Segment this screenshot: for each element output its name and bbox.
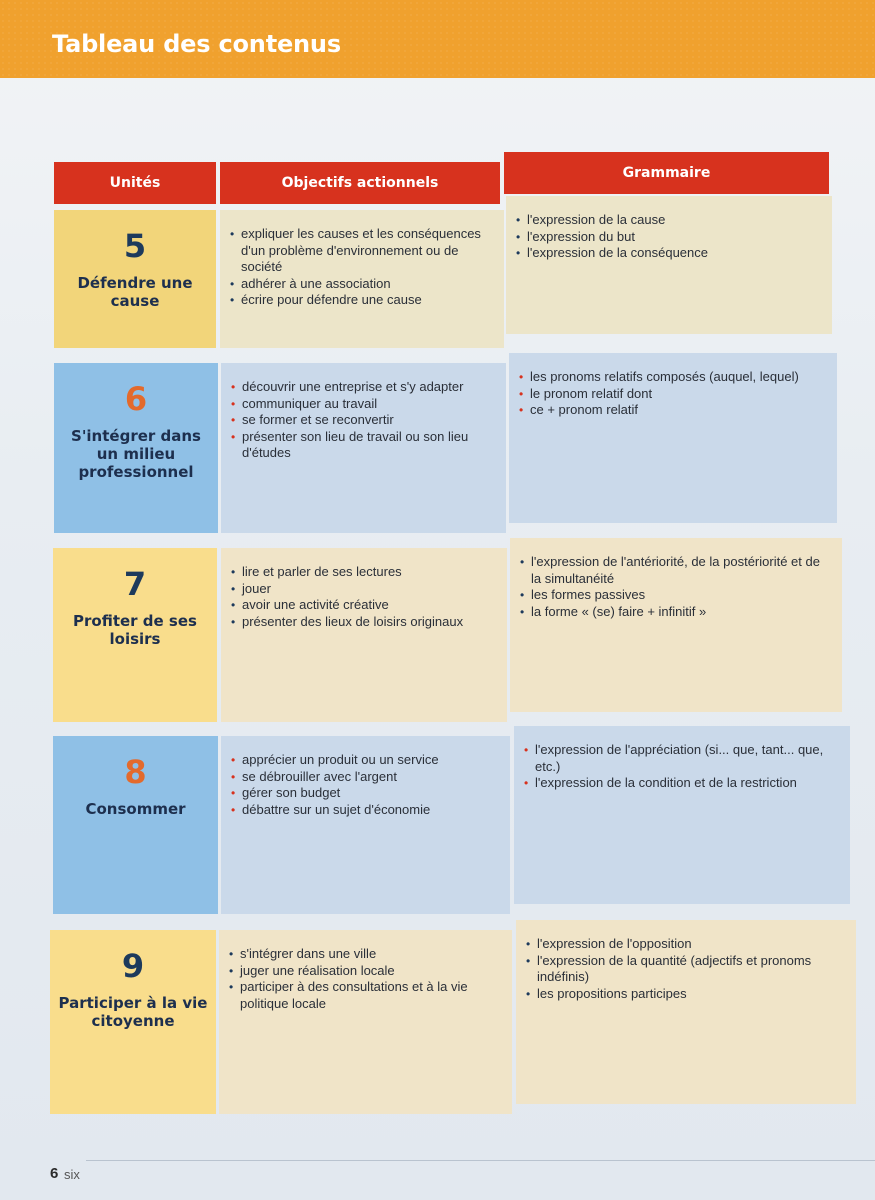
unit-title: S'intégrer dans un milieu professionnel — [71, 427, 201, 481]
objective-text: débattre sur un sujet d'économie — [242, 801, 431, 817]
objectives-list — [230, 226, 494, 309]
grammar-cell-unit-7 — [510, 538, 842, 712]
objectives-list — [231, 564, 497, 630]
grammar-text: ce + pronom relatif — [530, 402, 639, 417]
unit-box-7 — [53, 548, 217, 722]
objective-text: communiquer au travail — [242, 395, 378, 411]
bullet-icon: • — [520, 555, 525, 569]
objective-item — [231, 581, 497, 598]
objectives-list — [231, 379, 496, 462]
objective-item — [231, 614, 497, 631]
objective-item — [231, 752, 500, 769]
unit-box-9 — [50, 930, 216, 1114]
objective-item — [231, 597, 497, 614]
objective-text: juger une réalisation locale — [240, 962, 395, 978]
title-banner — [0, 0, 875, 78]
objective-item — [231, 785, 500, 802]
objective-text: se former et se reconvertir — [242, 412, 394, 427]
grammar-item — [524, 742, 840, 775]
unit-box-6 — [54, 363, 218, 533]
header-objectives: Objectifs actionnels — [220, 162, 500, 204]
bullet-icon: • — [231, 753, 236, 767]
bullet-icon: • — [519, 386, 524, 401]
grammar-cell-unit-8 — [514, 726, 850, 904]
grammar-list — [520, 554, 832, 620]
objective-item — [231, 802, 500, 819]
bullet-icon: • — [520, 588, 525, 602]
grammar-text: l'expression de la cause — [527, 212, 666, 227]
bullet-icon: • — [524, 776, 529, 790]
grammar-item — [524, 775, 840, 792]
bullet-icon: • — [526, 953, 531, 968]
grammar-item — [519, 402, 827, 419]
grammar-item — [526, 986, 846, 1003]
bullet-icon: • — [231, 786, 236, 800]
grammar-text: les pronoms relatifs composés (auquel, lequel) — [530, 369, 799, 384]
grammar-text: l'expression de la quantité (adjectifs et pronoms indéfinis) — [537, 952, 812, 984]
objective-text: présenter des lieux de loisirs originaux — [242, 613, 464, 629]
page-title: Tableau des contenus — [52, 30, 341, 58]
grammar-item — [520, 554, 832, 587]
unit-box-5 — [54, 210, 216, 348]
grammar-cell-unit-9 — [516, 920, 856, 1104]
grammar-text: le pronom relatif dont — [530, 385, 653, 401]
objectives-cell-unit-5 — [220, 210, 504, 348]
objectives-list — [229, 946, 502, 1012]
objectives-cell-unit-8 — [221, 736, 510, 914]
bullet-icon: • — [230, 293, 235, 307]
bullet-icon: • — [516, 213, 521, 227]
grammar-text: l'expression de la condition et de la restriction — [535, 775, 797, 790]
bullet-icon: • — [230, 276, 235, 291]
bullet-icon: • — [231, 429, 236, 444]
grammar-text: l'expression de l'opposition — [537, 936, 692, 951]
unit-title: Consommer — [85, 800, 186, 818]
objective-item — [231, 379, 496, 396]
objective-text: écrire pour défendre une cause — [241, 292, 422, 307]
objective-item — [231, 412, 496, 429]
bullet-icon: • — [520, 604, 525, 619]
grammar-list — [526, 936, 846, 1002]
grammar-item — [516, 229, 822, 246]
objectives-cell-unit-6 — [221, 363, 506, 533]
grammar-list — [519, 369, 827, 419]
bullet-icon: • — [231, 614, 236, 629]
bullet-icon: • — [231, 396, 236, 411]
grammar-text: l'expression de l'appréciation (si... que, tant... que, etc.) — [535, 742, 824, 774]
objective-text: présenter son lieu de travail ou son lieu d'études — [242, 428, 469, 460]
bullet-icon: • — [231, 802, 236, 817]
objective-text: s'intégrer dans une ville — [240, 946, 377, 961]
objectives-list — [231, 752, 500, 818]
grammar-text: l'expression de l'antériorité, de la postériorité et de la simultanéité — [531, 554, 820, 586]
objective-text: lire et parler de ses lectures — [242, 564, 402, 579]
bullet-icon: • — [231, 598, 236, 612]
bullet-icon: • — [516, 246, 521, 260]
bullet-icon: • — [524, 743, 529, 757]
unit-number: 7 — [123, 565, 147, 603]
unit-number: 5 — [123, 227, 147, 265]
objective-item — [229, 979, 502, 1012]
objective-item — [231, 396, 496, 413]
unit-title: Défendre une cause — [77, 274, 193, 310]
objective-text: jouer — [242, 580, 271, 596]
grammar-item — [526, 936, 846, 953]
objective-text: expliquer les causes et les conséquences d'un problème d'environnement ou de société — [241, 226, 481, 274]
unit-number: 8 — [124, 753, 147, 791]
objective-item — [231, 769, 500, 786]
grammar-item — [519, 386, 827, 403]
bullet-icon: • — [519, 403, 524, 417]
objective-text: participer à des consultations et à la vie politique locale — [240, 979, 468, 1011]
grammar-text: l'expression du but — [527, 228, 635, 244]
grammar-list — [524, 742, 840, 792]
page-number: 6 — [50, 1165, 59, 1182]
unit-title: Participer à la vie citoyenne — [58, 994, 208, 1030]
bullet-icon: • — [231, 413, 236, 427]
objective-item — [231, 564, 497, 581]
objective-text: adhérer à une association — [241, 275, 391, 291]
bullet-icon: • — [229, 947, 234, 961]
unit-number: 6 — [124, 380, 148, 418]
objectives-cell-unit-7 — [221, 548, 507, 722]
grammar-text: les propositions participes — [537, 985, 687, 1001]
bullet-icon: • — [231, 769, 236, 784]
objectives-cell-unit-9 — [219, 930, 512, 1114]
objective-item — [230, 276, 494, 293]
grammar-item — [520, 604, 832, 621]
page-number-word: six — [64, 1167, 80, 1182]
grammar-item — [526, 953, 846, 986]
unit-title: Profiter de ses loisirs — [73, 612, 197, 648]
bullet-icon: • — [526, 986, 531, 1001]
grammar-cell-unit-5 — [506, 196, 832, 334]
grammar-item — [516, 212, 822, 229]
grammar-list — [516, 212, 822, 262]
grammar-text: les formes passives — [531, 587, 646, 602]
grammar-item — [520, 587, 832, 604]
unit-number: 9 — [121, 947, 145, 985]
header-grammar: Grammaire — [504, 152, 829, 194]
objective-item — [229, 963, 502, 980]
objective-text: découvrir une entreprise et s'y adapter — [242, 379, 464, 394]
objective-item — [231, 429, 496, 462]
footer-rule — [86, 1160, 875, 1161]
bullet-icon: • — [230, 227, 235, 241]
bullet-icon: • — [516, 229, 521, 244]
objective-text: se débrouiller avec l'argent — [242, 768, 397, 784]
grammar-text: la forme « (se) faire + infinitif » — [531, 603, 707, 619]
bullet-icon: • — [229, 963, 234, 978]
bullet-icon: • — [231, 380, 236, 394]
bullet-icon: • — [526, 937, 531, 951]
grammar-item — [519, 369, 827, 386]
objective-text: gérer son budget — [242, 785, 341, 800]
grammar-text: l'expression de la conséquence — [527, 245, 708, 260]
objective-item — [229, 946, 502, 963]
unit-box-8 — [53, 736, 218, 914]
bullet-icon: • — [519, 370, 524, 384]
objective-text: apprécier un produit ou un service — [242, 752, 439, 767]
bullet-icon: • — [231, 565, 236, 579]
objective-item — [230, 292, 494, 309]
objective-item — [230, 226, 494, 276]
grammar-cell-unit-6 — [509, 353, 837, 523]
bullet-icon: • — [229, 980, 234, 994]
grammar-item — [516, 245, 822, 262]
header-units: Unités — [54, 162, 216, 204]
bullet-icon: • — [231, 581, 236, 596]
objective-text: avoir une activité créative — [242, 597, 389, 612]
